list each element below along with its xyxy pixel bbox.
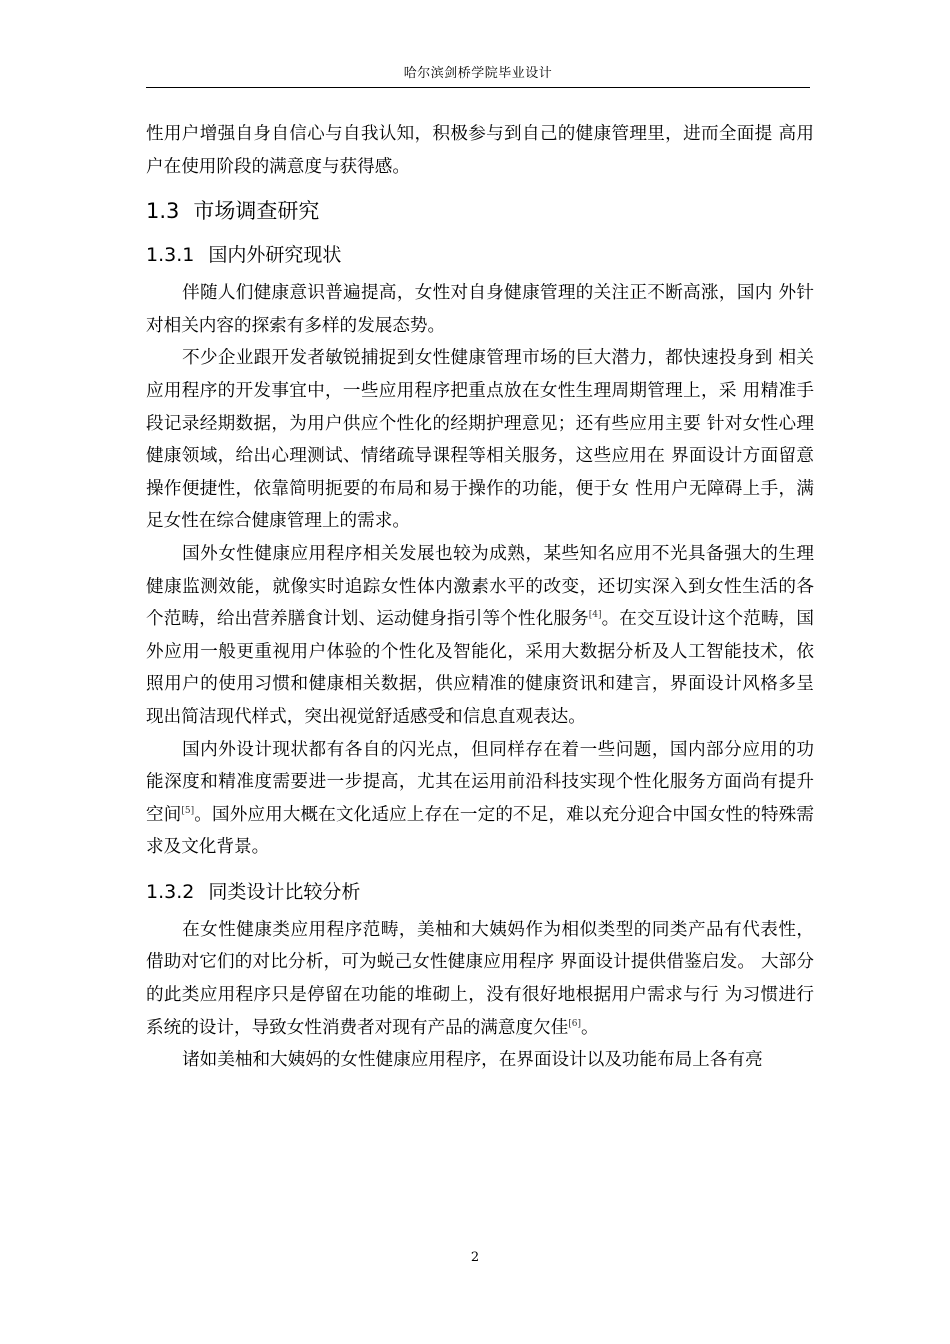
page-body — [146, 118, 814, 1077]
paragraph-1: 伴随人们健康意识普遍提高，女性对自身健康管理的关注正不断高涨，国内 外针对相关内容的探索有多样的发展态势。 — [146, 283, 814, 336]
citation-ref: [4] — [588, 610, 602, 621]
citation-ref: [6] — [568, 1018, 582, 1029]
section-title: 同类设计比较分析 — [208, 880, 361, 903]
section-title: 市场调查研究 — [193, 199, 320, 224]
section-number: 1.3.1 — [146, 244, 195, 267]
paragraph-text: 。国外应用大概在文化适应上存在一定的不足，难以充分迎合中国女性的特殊需求及文化背景。 — [146, 804, 814, 858]
paragraph-text: 在女性健康类应用程序范畴，美柚和大姨妈作为相似类型的同类产品有代表性，借助对它们的对比分析，可为蜕己女性健康应用程序 界面设计提供借鉴启发。 大部分的此类应用程序只是停留在功能的堆砌上，没有很好地根据用户需求与行 为习惯进行系统的设计，导致女性消费者对现有产品的满意度欠佳 — [146, 919, 814, 1038]
paragraph-3 — [146, 538, 814, 734]
running-header: 哈尔滨剑桥学院毕业设计 — [403, 66, 553, 81]
section-title: 国内外研究现状 — [208, 244, 342, 267]
section-heading-1-3-1 — [146, 233, 814, 277]
header-divider — [146, 87, 810, 88]
section-heading-1-3-2 — [146, 870, 814, 914]
paragraph-text: 国内外设计现状都有各自的闪光点，但同样存在着一些问题，国内部分应用的功能深度和精准度需要进一步提高，尤其在运用前沿科技实现个性化服务方面尚有提升空间 — [146, 739, 814, 825]
paragraph-2: 不少企业跟开发者敏锐捕捉到女性健康管理市场的巨大潜力，都快速投身到 相关应用程序的开发事宜中，一些应用程序把重点放在女性生理周期管理上，采 用精准手段记录经期数据，为用户供应个性化的经期护理意见；还有些应用主要 针对女性心理健康领域，给出心理测试、情绪疏导课程等相关服务，这些应用在 界面设计方面留意操作便捷性，依靠简明扼要的布局和易于操作的功能，便于女 性用户无障碍上手，满足女性在综合健康管理上的需求。 — [146, 348, 814, 532]
paragraph-4 — [146, 734, 814, 864]
citation-ref: [5] — [181, 805, 195, 816]
page-number: 2 — [470, 1250, 480, 1265]
section-number: 1.3 — [146, 199, 180, 224]
paragraph-text: 。 — [581, 1017, 599, 1038]
section-number: 1.3.2 — [146, 880, 195, 903]
paragraph-6: 诸如美柚和大姨妈的女性健康应用程序，在界面设计以及功能布局上各有亮 — [182, 1050, 763, 1071]
paragraph-text: 。在交互设计这个范畴，国外应用一般更重视用户体验的个性化及智能化，采用大数据分析及人工智能技术，依照用户的使用习惯和健康相关数据，供应精准的健康资讯和建言，界面设计风格多呈现出简洁现代样式，突出视觉舒适感受和信息直观表达。 — [146, 609, 814, 727]
paragraph-text: 国外女性健康应用程序相关发展也较为成熟，某些知名应用不光具备强大的生理健康监测效能，就像实时追踪女性体内激素水平的改变，还切实深入到女性生活的各个范畴，给出营养膳食计划、运动健身指引等个性化服务 — [146, 543, 814, 630]
intro-paragraph: 性用户增强自身自信心与自我认知，积极参与到自己的健康管理里，进而全面提 高用户在使用阶段的满意度与获得感。 — [146, 124, 814, 177]
paragraph-5 — [146, 914, 814, 1044]
section-heading-1-3 — [146, 189, 814, 233]
